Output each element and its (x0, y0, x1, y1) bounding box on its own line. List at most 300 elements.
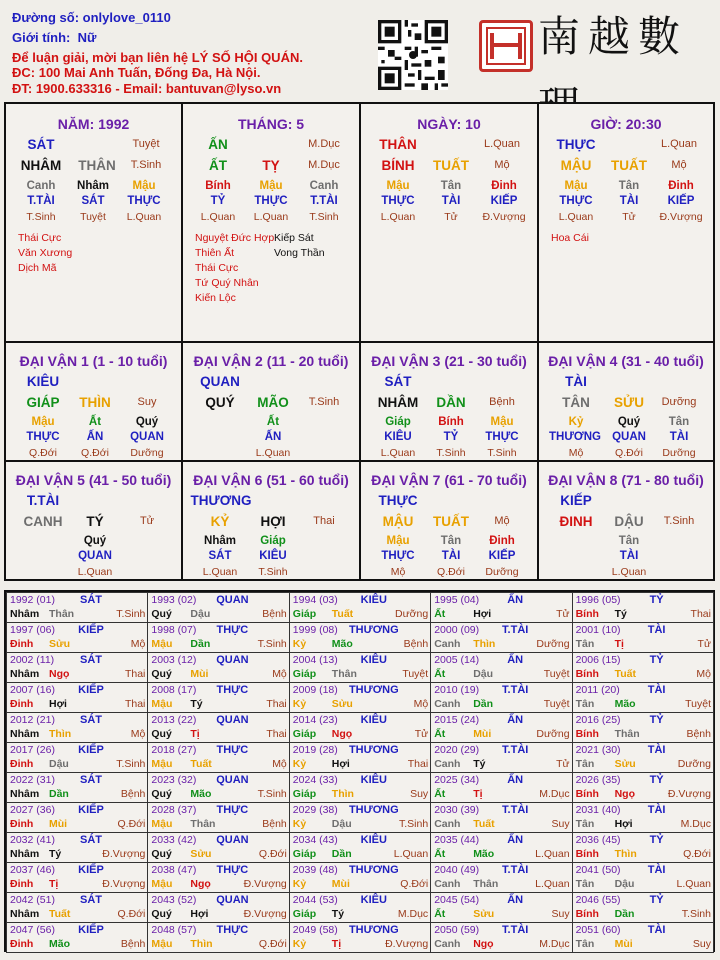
year-branch: Ngọ (473, 938, 494, 950)
year-star: QUAN (216, 774, 249, 786)
year-label: 2000 (09) (434, 624, 480, 636)
year-label: 2044 (53) (292, 894, 338, 906)
year-branch: Thân (331, 668, 357, 680)
year-cell (430, 832, 572, 863)
luck-branch: DẦN (436, 395, 466, 410)
year-star: TỶ (649, 834, 664, 846)
year-label: 2025 (34) (434, 774, 480, 786)
pillar-stem: ẤT (209, 158, 227, 173)
year-star: SÁT (80, 894, 102, 906)
luck-phase: Bệnh (489, 396, 515, 408)
year-star: TÀI (647, 624, 666, 636)
hidden-stem: Nhâm (77, 180, 109, 192)
hidden-stem: Quý (135, 416, 159, 428)
year-branch: Mùi (473, 728, 492, 740)
year-cell (147, 802, 289, 833)
pillar-branch: TUẤT (433, 158, 469, 173)
year-stem: Mậu (151, 698, 173, 710)
year-label: 2011 (20) (575, 684, 620, 696)
year-stem: Giáp (292, 788, 317, 800)
year-cell (572, 682, 714, 713)
year-label: 2030 (39) (434, 804, 480, 816)
year-label: 2020 (29) (434, 744, 480, 756)
year-phase: Đ.Vượng (243, 908, 287, 920)
luck-star: T.TÀI (26, 493, 60, 508)
year-cell (6, 682, 148, 713)
hidden-stem: Tân (618, 535, 640, 547)
logo-text: 南越數 (538, 12, 689, 61)
year-phase: Tử (414, 728, 429, 740)
year-star: QUAN (216, 834, 249, 846)
hidden-stem: Đinh (489, 535, 515, 547)
year-cell (430, 652, 572, 683)
year-phase: Suy (410, 788, 429, 800)
year-label: 2033 (42) (151, 834, 197, 846)
year-branch: Sửu (331, 698, 353, 710)
year-star: THƯƠNG (348, 864, 399, 876)
year-cell (430, 592, 572, 623)
year-cell (289, 862, 431, 893)
hidden-phase: L.Quan (558, 211, 594, 223)
year-star: THƯƠNG (348, 684, 399, 696)
year-star: THỰC (216, 684, 249, 696)
year-label: 2001 (10) (575, 624, 621, 636)
year-phase: Tử (697, 638, 711, 650)
year-label: 2005 (14) (434, 654, 480, 666)
year-branch: Tuất (331, 608, 354, 620)
year-cell (430, 772, 572, 803)
year-label: 2047 (56) (10, 924, 55, 936)
year-label: 2021 (30) (575, 744, 621, 756)
year-stem: Tân (575, 698, 595, 710)
hidden-stem: Mậu (564, 180, 588, 192)
luck-title: ĐẠI VẬN 2 (11 - 20 tuổi) (193, 353, 349, 369)
year-phase: T.Sinh (116, 608, 146, 620)
luck-stem: ĐINH (559, 514, 593, 529)
year-branch: Tý (614, 608, 627, 620)
year-cell (147, 682, 289, 713)
year-star: THƯƠNG (348, 924, 399, 936)
year-phase: Dưỡng (536, 638, 570, 650)
luck-period-2 (181, 341, 361, 462)
year-stem: Đinh (10, 638, 34, 650)
year-stem: Ất (434, 608, 446, 620)
year-label: 1999 (08) (292, 624, 338, 636)
year-cell (572, 802, 714, 833)
year-cell (289, 832, 431, 863)
year-phase: M.Dục (539, 788, 570, 800)
spirit: Thái Cực (18, 232, 62, 244)
year-phase: Thai (266, 728, 287, 740)
year-branch: Hợi (190, 908, 209, 920)
hidden-stem: Mậu (386, 535, 410, 547)
year-branch: Tuất (473, 818, 495, 830)
year-phase: M.Dục (680, 818, 711, 830)
year-cell (6, 712, 148, 743)
year-cell (6, 802, 148, 833)
year-stem: Ất (434, 788, 446, 800)
year-stem: Mậu (151, 938, 173, 950)
year-label: 2003 (12) (151, 654, 197, 666)
year-stem: Nhâm (10, 908, 40, 920)
year-stem: Ất (434, 908, 446, 920)
year-label: 2015 (24) (434, 714, 480, 726)
year-stem: Tân (575, 758, 595, 770)
contact-invite: Để luận giải, mời bạn liên hệ LÝ SỐ HỘI QUÁN. (12, 50, 303, 65)
spirit: Văn Xương (18, 247, 73, 259)
year-star: THỰC (216, 864, 249, 876)
year-cell (147, 622, 289, 653)
year-branch: Tị (331, 938, 342, 950)
year-star: KIẾP (78, 684, 104, 696)
year-star: SÁT (80, 654, 102, 666)
year-cell (572, 772, 714, 803)
luck-phase: T.Sinh (308, 396, 340, 408)
year-branch: Tuất (49, 908, 71, 920)
year-label: 2036 (45) (575, 834, 621, 846)
luck-period-7 (359, 460, 539, 581)
year-cell (6, 742, 148, 773)
year-star: KIÊU (360, 594, 387, 606)
pillar-phase: M.Dục (308, 159, 340, 171)
gender-line (12, 29, 96, 46)
pillar-stem: MẬU (560, 158, 592, 173)
year-branch: Thìn (49, 728, 72, 740)
hidden-phase: Q.Đới (29, 447, 57, 459)
hidden-star: T.TÀI (27, 195, 55, 207)
year-cell (430, 862, 572, 893)
hidden-stem: Quý (83, 535, 107, 547)
hidden-star: QUAN (78, 550, 112, 562)
year-label: 2004 (13) (292, 654, 338, 666)
year-cell (289, 652, 431, 683)
hidden-phase: L.Quan (77, 566, 113, 578)
pillar-stem: BÍNH (381, 158, 415, 173)
year-cell (147, 862, 289, 893)
year-phase: L.Quan (535, 878, 570, 890)
year-stem: Quý (151, 608, 172, 620)
year-star: THƯƠNG (348, 744, 399, 756)
year-label: 2031 (40) (575, 804, 621, 816)
year-label: 2029 (38) (292, 804, 338, 816)
year-stem: Ất (434, 668, 446, 680)
luck-branch: HỢI (260, 514, 286, 529)
year-label: 2018 (27) (151, 744, 197, 756)
year-label: 2037 (46) (10, 864, 55, 876)
hidden-phase: Dưỡng (130, 447, 164, 459)
year-star: THỰC (216, 624, 249, 636)
hidden-star: KIÊU (384, 431, 412, 443)
hidden-star: TÀI (441, 550, 461, 562)
hidden-phase: L.Quan (380, 211, 416, 223)
year-cell (289, 712, 431, 743)
year-stem: Kỷ (292, 758, 307, 770)
year-cell (289, 742, 431, 773)
year-label: 1998 (07) (151, 624, 197, 636)
year-branch: Dần (331, 848, 352, 860)
year-phase: M.Dục (539, 938, 570, 950)
year-label: 2040 (49) (434, 864, 480, 876)
year-stem: Tân (575, 638, 595, 650)
hidden-star: THỰC (381, 550, 415, 562)
year-star: TỶ (649, 594, 664, 606)
year-cell (6, 652, 148, 683)
contact-address: ĐC: 100 Mai Anh Tuấn, Đống Đa, Hà Nội. (12, 65, 261, 80)
year-cell (430, 922, 572, 953)
year-branch: Thìn (190, 938, 213, 950)
year-branch: Dậu (614, 878, 635, 890)
year-label: 2027 (36) (10, 804, 55, 816)
year-cell (572, 652, 714, 683)
contact-phone-email[interactable]: ĐT: 1900.633316 - Email: bantuvan@lyso.vn (12, 81, 282, 96)
hidden-star: THỰC (381, 195, 415, 207)
luck-star: THỰC (378, 493, 418, 508)
year-branch: Dậu (473, 668, 494, 680)
year-cell (572, 712, 714, 743)
year-label: 2014 (23) (292, 714, 338, 726)
luck-title: ĐẠI VẬN 6 (51 - 60 tuổi) (193, 472, 349, 488)
hidden-phase: T.Sinh (309, 211, 339, 223)
year-label: 2013 (22) (151, 714, 197, 726)
year-label: 2035 (44) (434, 834, 480, 846)
year-star: T.TÀI (502, 864, 529, 876)
spirit: Hoa Cái (551, 232, 589, 244)
year-star: T.TÀI (502, 804, 529, 816)
year-cell (430, 892, 572, 923)
year-cell (147, 652, 289, 683)
year-phase: Tử (556, 608, 570, 620)
year-branch: Mùi (331, 878, 350, 890)
year-cell (430, 742, 572, 773)
luck-phase: Thai (313, 515, 335, 527)
year-label: 1994 (03) (292, 594, 338, 606)
year-phase: Tuyệt (543, 698, 570, 710)
hidden-phase: Q.Đới (81, 447, 109, 459)
year-phase: T.Sinh (257, 788, 287, 800)
gender-label: Giới tính: (12, 30, 71, 45)
year-cell (572, 922, 714, 953)
year-cell (147, 592, 289, 623)
year-stem: Tân (575, 938, 595, 950)
hidden-stem: Ất (266, 416, 280, 428)
year-phase: Tử (556, 758, 570, 770)
luck-title: ĐẠI VẬN 3 (21 - 30 tuổi) (371, 353, 527, 369)
hidden-stem: Tân (440, 535, 462, 547)
year-star: TỶ (649, 774, 664, 786)
spirit: Tứ Quý Nhân (195, 277, 259, 289)
year-stem: Mậu (151, 758, 173, 770)
pillar-stem: NHÂM (20, 158, 62, 173)
year-star: ẤN (507, 774, 524, 786)
year-star: TÀI (647, 684, 666, 696)
year-cell (430, 712, 572, 743)
year-branch: Thân (473, 878, 499, 890)
year-phase: Thai (124, 698, 146, 710)
year-branch: Ngọ (331, 728, 353, 740)
pillar-day (359, 102, 539, 343)
year-cell (289, 892, 431, 923)
year-stem: Kỷ (292, 638, 307, 650)
year-stem: Đinh (10, 878, 34, 890)
spirit: Dịch Mã (18, 262, 57, 274)
luck-stem: NHÂM (377, 395, 419, 410)
year-phase: Thai (407, 758, 429, 770)
year-stem: Giáp (292, 728, 317, 740)
hidden-star: KIẾP (488, 550, 516, 562)
year-label: 2034 (43) (292, 834, 338, 846)
year-label: 2032 (41) (10, 834, 55, 846)
year-branch: Dần (614, 908, 635, 920)
year-label: 2022 (31) (10, 774, 55, 786)
year-label: 2006 (15) (575, 654, 621, 666)
year-star: TÀI (647, 804, 666, 816)
year-phase: Q.Đới (258, 848, 287, 860)
year-stem: Bính (575, 728, 599, 740)
year-cell (6, 622, 148, 653)
year-label: 2043 (52) (151, 894, 197, 906)
year-cell (572, 892, 714, 923)
annual-grid (4, 590, 715, 952)
year-cell (430, 802, 572, 833)
pillar-star: ẤN (208, 137, 228, 152)
year-star: QUAN (216, 894, 249, 906)
year-cell (147, 712, 289, 743)
luck-branch: MÃO (257, 395, 289, 410)
hidden-star: THỰC (26, 431, 60, 443)
hidden-stem: Giáp (260, 535, 286, 547)
year-phase: Dưỡng (677, 758, 711, 770)
year-phase: Đ.Vượng (667, 788, 711, 800)
pillar-title: THÁNG: 5 (237, 116, 305, 132)
year-star: THỰC (216, 744, 249, 756)
pillar-star-phase: M.Dục (308, 138, 340, 150)
year-star: T.TÀI (502, 924, 529, 936)
luck-phase: Suy (137, 396, 157, 408)
hidden-star: TÀI (669, 431, 689, 443)
year-label: 2050 (59) (434, 924, 480, 936)
year-phase: Mộ (272, 758, 287, 770)
year-branch: Hợi (49, 698, 67, 710)
luck-phase: Dưỡng (661, 396, 697, 408)
luck-branch: TÝ (86, 514, 104, 529)
year-stem: Tân (575, 818, 595, 830)
year-cell (6, 772, 148, 803)
red-seal-icon (479, 20, 533, 72)
hidden-stem: Canh (309, 180, 339, 192)
year-phase: Q.Đới (683, 848, 711, 860)
year-star: TỶ (649, 714, 664, 726)
luck-period-6 (181, 460, 361, 581)
pillar-phase: T.Sinh (130, 159, 162, 171)
luck-branch: THÌN (79, 395, 111, 410)
year-star: KIẾP (78, 804, 104, 816)
luck-stem: QUÝ (205, 395, 235, 410)
year-star: QUAN (216, 714, 249, 726)
year-star: QUAN (216, 594, 249, 606)
hidden-stem: Mậu (490, 416, 514, 428)
luck-branch: SỬU (614, 395, 644, 410)
year-branch: Tý (331, 908, 345, 920)
year-label: 1992 (01) (10, 594, 55, 606)
year-stem: Canh (434, 938, 461, 950)
year-phase: Suy (551, 908, 570, 920)
year-stem: Đinh (10, 758, 34, 770)
hidden-star: ẤN (264, 431, 282, 443)
hidden-star: QUAN (612, 431, 646, 443)
year-cell (430, 622, 572, 653)
year-star: THỰC (216, 924, 249, 936)
year-star: T.TÀI (502, 684, 529, 696)
pillar-star-phase: L.Quan (483, 138, 521, 150)
hidden-stem: Tân (618, 180, 640, 192)
chart-id: Đường số: onlylove_0110 (12, 10, 171, 25)
year-label: 1997 (06) (10, 624, 55, 636)
year-label: 1993 (02) (151, 594, 197, 606)
year-phase: L.Quan (535, 848, 570, 860)
year-label: 2048 (57) (151, 924, 197, 936)
year-phase: Q.Đới (117, 818, 146, 830)
year-phase: Tuyệt (402, 668, 429, 680)
pillar-title: NĂM: 1992 (57, 116, 130, 132)
hidden-star: TÀI (441, 195, 461, 207)
year-phase: Q.Đới (258, 938, 287, 950)
hidden-phase: T.Sinh (258, 566, 288, 578)
year-star: T.TÀI (502, 744, 529, 756)
hidden-phase: T.Sinh (436, 447, 466, 459)
hidden-stem: Nhâm (204, 535, 236, 547)
year-stem: Ất (434, 848, 446, 860)
year-star: ẤN (507, 594, 524, 606)
year-star: ẤN (507, 714, 524, 726)
year-cell (6, 862, 148, 893)
qr-code-icon[interactable] (378, 20, 448, 90)
year-label: 2016 (25) (575, 714, 621, 726)
year-cell (289, 592, 431, 623)
year-cell (147, 742, 289, 773)
year-label: 2051 (60) (575, 924, 621, 936)
luck-stem: CANH (23, 514, 63, 529)
year-cell (6, 892, 148, 923)
year-star: TỶ (649, 654, 664, 666)
hidden-phase: Đ.Vượng (659, 211, 703, 223)
hidden-star: KIẾP (667, 195, 695, 207)
hidden-phase: Tử (622, 211, 636, 223)
year-branch: Mão (614, 698, 636, 710)
spirit: Nguyệt Đức Hợp (195, 232, 275, 244)
year-branch: Ngọ (49, 668, 70, 680)
year-stem: Canh (434, 818, 461, 830)
year-star: TÀI (647, 744, 666, 756)
year-branch: Sửu (614, 758, 636, 770)
year-branch: Tị (473, 788, 483, 800)
hidden-phase: L.Quan (126, 211, 162, 223)
luck-stem: KỶ (210, 514, 230, 529)
hidden-phase: L.Quan (200, 211, 236, 223)
year-star: TÀI (647, 864, 666, 876)
luck-star: KIÊU (26, 374, 60, 389)
year-cell (289, 682, 431, 713)
luck-period-1 (4, 341, 183, 462)
year-branch: Mùi (190, 668, 209, 680)
year-phase: Thai (690, 608, 711, 620)
year-label: 2049 (58) (292, 924, 338, 936)
year-branch: Tý (473, 758, 486, 770)
year-branch: Tuất (190, 758, 212, 770)
year-branch: Thân (49, 608, 75, 620)
year-branch: Mùi (49, 818, 68, 830)
hidden-phase: Mộ (390, 566, 406, 578)
hidden-phase: Q.Đới (615, 447, 643, 459)
